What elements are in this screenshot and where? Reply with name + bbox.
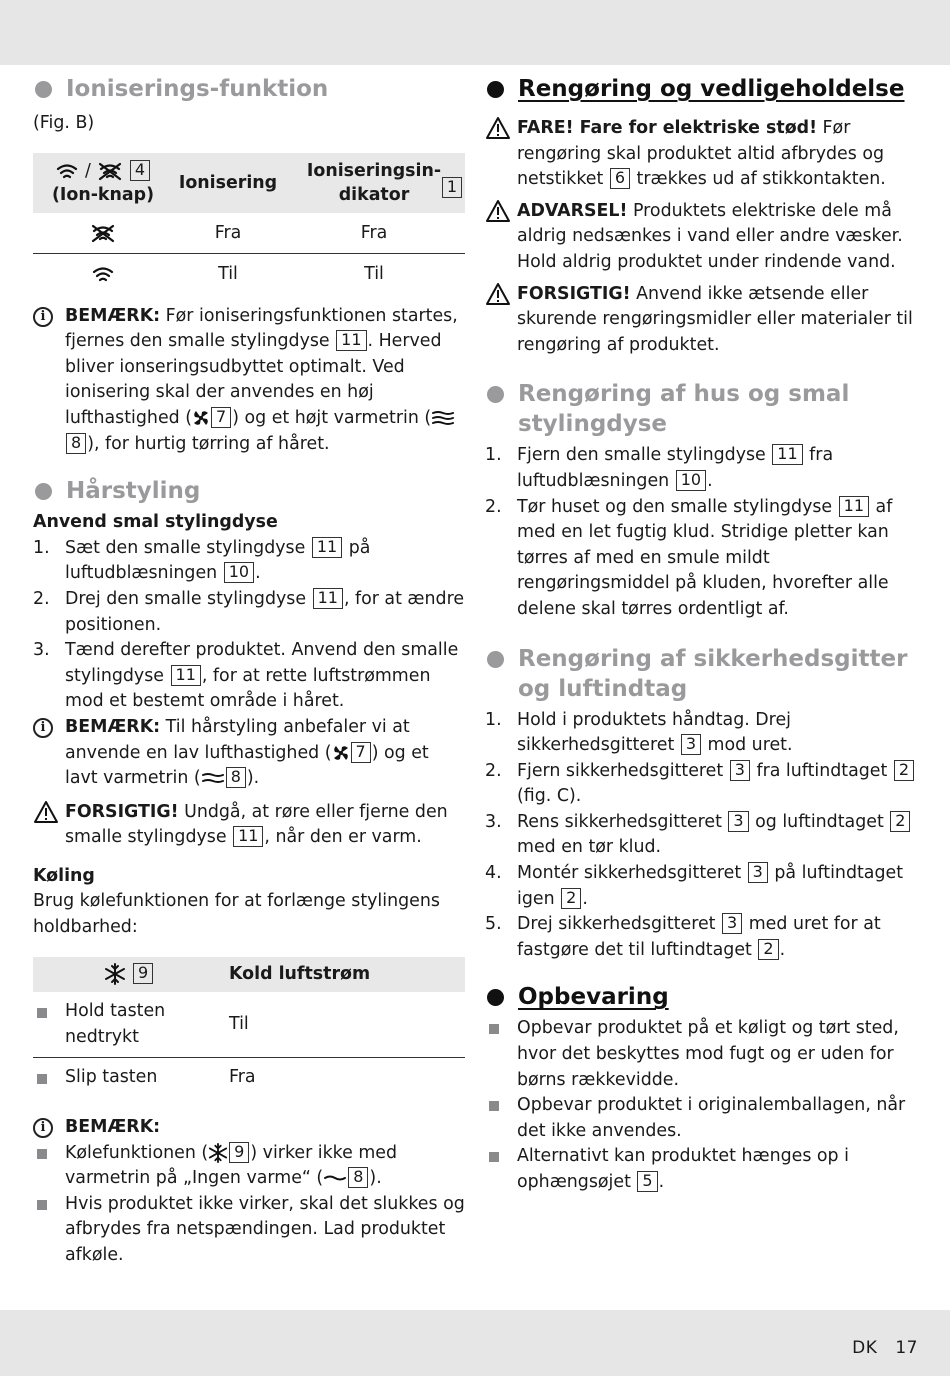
ref-box: 8 xyxy=(226,767,246,788)
danger-label: FARE! Fare for elektriske stød! xyxy=(517,118,818,138)
step-number: 5. xyxy=(485,914,502,935)
table-cell: Fra xyxy=(229,1067,256,1088)
warning-triangle-icon xyxy=(485,116,511,140)
ref-box: 3 xyxy=(730,760,750,781)
ref-box: 2 xyxy=(890,811,910,832)
danger-text: trækkes ud af stikkontakten. xyxy=(631,169,886,190)
note-text: Før ioniseringsfunktionen startes, fjernes den smalle stylingdyse xyxy=(65,305,458,352)
storage-text: Opbevar produktet i originalemballagen, når det ikke anvendes. xyxy=(517,1095,906,1141)
step-number: 2. xyxy=(33,588,50,609)
heading-opbevaring xyxy=(485,982,917,1012)
ref-box: 8 xyxy=(348,1167,368,1188)
note-text: ) virker ikke med varmetrin på „Ingen varme“ ( xyxy=(65,1142,398,1189)
caution-text: , når den er varm. xyxy=(264,827,422,848)
right-column xyxy=(485,72,917,1196)
ref-box: 11 xyxy=(313,588,343,609)
list-item xyxy=(33,1192,465,1269)
step-text: . xyxy=(582,888,588,909)
fig-ref: (Fig. B) xyxy=(33,113,95,133)
subheading-koling: Køling xyxy=(33,865,95,886)
top-band xyxy=(0,0,950,65)
warning-triangle-icon xyxy=(485,282,511,306)
info-icon: i xyxy=(33,307,53,327)
bottom-band xyxy=(0,1310,950,1376)
step-text: med en tør klud. xyxy=(517,837,662,858)
storage-text: . xyxy=(658,1172,665,1192)
table-row xyxy=(33,992,465,1058)
ref-box: 2 xyxy=(894,760,914,781)
heading-hus: Rengøring af hus og smal stylingdyse xyxy=(485,379,917,439)
table-cell: Til xyxy=(225,992,465,1058)
ion-table-header xyxy=(33,153,465,213)
warning-water xyxy=(485,199,917,276)
step-text: Tør huset og den smalle stylingdyse xyxy=(517,496,838,517)
hair-steps xyxy=(33,536,465,715)
list-item xyxy=(33,536,465,587)
snowflake-icon xyxy=(104,963,126,985)
cool-header-col2: Kold luftstrøm xyxy=(225,957,465,993)
list-item xyxy=(485,495,917,623)
step-number: 3. xyxy=(485,811,502,832)
list-item xyxy=(485,810,917,861)
note-label: BEMÆRK: xyxy=(65,716,161,737)
heading-ionisering: Ioniserings-funktion xyxy=(33,74,465,104)
list-item xyxy=(485,912,917,963)
table-row xyxy=(33,213,465,254)
step-number: 2. xyxy=(485,496,502,517)
house-steps xyxy=(485,443,917,622)
ion-off-icon xyxy=(90,223,116,243)
heading-rengoring xyxy=(485,74,917,104)
step-text: fra luftudblæsningen xyxy=(517,445,834,491)
step-text: på luftudblæsningen xyxy=(65,537,371,584)
info-icon: i xyxy=(33,1118,53,1138)
indicator-line1: Ioniseringsin- xyxy=(306,160,442,181)
table-cell: Fra xyxy=(173,213,283,254)
note-ionisering xyxy=(33,304,465,458)
caution-label: FORSIGTIG! xyxy=(517,283,631,304)
table-cell xyxy=(33,1058,225,1098)
fan-icon xyxy=(192,409,210,427)
step-text: . xyxy=(255,563,261,584)
ref-box: 3 xyxy=(681,734,701,755)
step-text: af med en let fugtig klud. Stridige pletter kan tørres af med en smule mildt rengøringsmiddel på kluden, hvorefter alle delene skal tørres ordentligt af. xyxy=(517,496,893,619)
step-text: Sæt den smalle stylingdyse xyxy=(65,537,311,558)
language-code: DK xyxy=(852,1338,878,1358)
storage-items xyxy=(485,1016,917,1195)
danger-electric xyxy=(485,116,917,193)
ref-box: 7 xyxy=(211,407,231,428)
list-item xyxy=(33,638,465,715)
bullet-square xyxy=(37,1008,47,1018)
ion-header-col1 xyxy=(33,153,173,213)
list-item xyxy=(485,708,917,759)
danger-text: Før rengøring skal produktet altid afbrydes og netstikket xyxy=(517,118,884,190)
step-number: 3. xyxy=(33,640,50,661)
step-number: 1. xyxy=(485,709,502,730)
list-item xyxy=(485,861,917,912)
left-column xyxy=(33,72,465,1269)
ref-box: 3 xyxy=(748,862,768,883)
list-item xyxy=(485,443,917,494)
step-text: og luftindtaget xyxy=(749,811,890,832)
step-text: Montér sikkerhedsgitteret xyxy=(517,863,747,884)
ref-box: 1 xyxy=(442,177,462,198)
step-text: Fjern sikkerhedsgitteret xyxy=(517,760,729,781)
step-text: . xyxy=(707,470,713,491)
info-icon: i xyxy=(33,718,53,738)
ref-box: 10 xyxy=(676,470,706,491)
step-text: Drej sikkerhedsgitteret xyxy=(517,914,722,935)
step-number: 1. xyxy=(33,537,50,558)
step-number: 4. xyxy=(485,863,502,884)
table-cell: Til xyxy=(218,263,238,284)
note-label: BEMÆRK: xyxy=(65,305,161,326)
note-text: Hvis produktet ikke virker, skal det slukkes og afbrydes fra netspændingen. Lad produktet afkøle. xyxy=(65,1193,465,1265)
note-text: ) og et lavt varmetrin ( xyxy=(65,742,429,789)
list-item xyxy=(485,1144,917,1195)
list-item xyxy=(485,1016,917,1093)
ref-box: 11 xyxy=(312,537,342,558)
ref-box: 3 xyxy=(722,913,742,934)
low-heat-icon xyxy=(201,771,225,785)
step-text: mod uret. xyxy=(702,735,793,756)
ion-table xyxy=(33,153,465,294)
step-text: med uret for at fastgøre det til luftindtaget xyxy=(517,914,881,960)
indicator-line2: dikator xyxy=(338,184,410,205)
heading-text: Rengøring og vedligeholdelse xyxy=(518,76,905,102)
ref-box: 7 xyxy=(351,742,371,763)
cool-table-header xyxy=(33,957,465,993)
ref-box: 6 xyxy=(610,168,630,189)
note-harstyling xyxy=(33,715,465,792)
step-text: Drej den smalle stylingdyse xyxy=(65,588,312,609)
storage-text: Opbevar produktet på et køligt og tørt sted, hvor det beskyttes mod fugt og er uden for børns rækkevidde. xyxy=(517,1018,899,1090)
ref-box: 2 xyxy=(561,888,581,909)
note-text: ). xyxy=(246,768,260,789)
ref-box: 11 xyxy=(772,444,802,465)
slash: / xyxy=(84,160,91,181)
ref-box: 4 xyxy=(130,160,150,181)
ion-off-cell xyxy=(33,213,173,254)
step-text: , for at ændre positionen. xyxy=(65,588,465,635)
caution-text: Undgå, at røre eller fjerne den smalle stylingdyse xyxy=(65,801,448,848)
cool-action: Hold tasten nedtrykt xyxy=(65,1001,166,1047)
caution-cleaners xyxy=(485,282,917,359)
list-item xyxy=(33,1141,465,1192)
ref-box: 8 xyxy=(66,433,86,454)
warning-triangle-icon xyxy=(485,199,511,223)
warning-triangle-icon xyxy=(33,800,59,824)
heading-text: Opbevaring xyxy=(518,984,669,1011)
note-text: ). xyxy=(369,1168,382,1189)
page-number: 17 xyxy=(895,1338,918,1358)
no-heat-icon xyxy=(323,1173,347,1183)
step-text: på luftindtaget igen xyxy=(517,863,904,909)
ref-box: 5 xyxy=(637,1171,657,1192)
table-cell xyxy=(33,992,225,1058)
caution-hot-nozzle xyxy=(33,800,465,851)
storage-text: Alternativt kan produktet hænges op i ophængsøjet xyxy=(517,1146,849,1192)
list-item xyxy=(485,759,917,810)
ref-box: 11 xyxy=(336,330,366,351)
note-koling-items xyxy=(33,1141,465,1269)
warning-text: Produktets elektriske dele må aldrig nedsænkes i vand eller andre væsker. Hold aldrig produktet under rindende vand. xyxy=(517,200,903,272)
ref-box: 2 xyxy=(758,939,778,960)
note-text: ) og et højt varmetrin ( xyxy=(232,407,432,428)
step-text: Rens sikkerhedsgitteret xyxy=(517,811,728,832)
ref-box: 10 xyxy=(224,562,254,583)
caution-text: Anvend ikke ætsende eller skurende rengøringsmidler eller materialer til rengøring af produktet. xyxy=(517,283,913,355)
list-item xyxy=(485,1093,917,1144)
ref-box: 3 xyxy=(728,811,748,832)
cool-action: Slip tasten xyxy=(65,1067,158,1088)
step-number: 1. xyxy=(485,445,502,466)
note-text: Kølefunktionen ( xyxy=(65,1142,209,1163)
cool-header-col1 xyxy=(33,957,225,993)
note-text: Til hårstyling anbefaler vi at anvende en lav lufthastighed ( xyxy=(65,716,410,763)
step-text: Fjern den smalle stylingdyse xyxy=(517,445,772,466)
grid-steps xyxy=(485,708,917,964)
ion-on-icon xyxy=(55,162,79,180)
heat-icon xyxy=(431,410,455,426)
step-text: , for at rette luftstrømmen mod et bestemt område i håret. xyxy=(65,665,431,712)
step-number: 2. xyxy=(485,760,502,781)
fan-icon xyxy=(332,744,350,762)
ion-header-col3 xyxy=(283,153,465,213)
page-footer xyxy=(852,1336,918,1362)
note-text: ), for hurtig tørring af håret. xyxy=(87,433,330,454)
ion-header-col2: Ionisering xyxy=(173,153,283,213)
step-text: Hold i produktets håndtag. Drej sikkerhedsgitteret xyxy=(517,709,791,756)
table-cell: Fra xyxy=(283,213,465,254)
step-text: (fig. C). xyxy=(517,786,582,807)
cool-table xyxy=(33,957,465,1098)
ion-off-icon xyxy=(97,161,123,181)
ref-box: 11 xyxy=(233,826,263,847)
table-row xyxy=(33,253,465,294)
ion-on-cell xyxy=(33,253,173,294)
note-koling xyxy=(33,1115,465,1141)
ion-on-icon xyxy=(91,265,115,283)
subheading-stylingdyse: Anvend smal stylingdyse xyxy=(33,512,278,533)
bullet-square xyxy=(37,1074,47,1084)
table-row xyxy=(33,1058,465,1098)
ion-button-label: (Ion-knap) xyxy=(51,184,155,205)
step-text: . xyxy=(779,939,786,960)
step-text: fra luftindtaget xyxy=(750,760,893,781)
warning-label: ADVARSEL! xyxy=(517,200,628,221)
cool-text: Brug kølefunktionen for at forlænge stylingens holdbarhed: xyxy=(33,891,440,938)
snowflake-icon xyxy=(208,1143,228,1163)
list-item xyxy=(33,587,465,638)
ref-box: 11 xyxy=(171,665,201,686)
ref-box: 9 xyxy=(133,963,153,984)
caution-label: FORSIGTIG! xyxy=(65,801,179,822)
heading-sikkerhedsgitter: Rengøring af sikkerhedsgitter og luftindtag xyxy=(485,644,917,704)
note-label: BEMÆRK: xyxy=(65,1117,161,1138)
heading-harstyling: Hårstyling xyxy=(33,476,465,506)
ref-box: 9 xyxy=(229,1142,249,1163)
step-text: Tænd derefter produktet. Anvend den smalle stylingdyse xyxy=(65,640,459,686)
ref-box: 11 xyxy=(839,496,869,517)
table-cell: Til xyxy=(364,263,384,284)
note-text: . Herved bliver ionseringsudbyttet optimalt. Ved ionisering skal der anvendes en høj lufthastighed ( xyxy=(65,331,442,428)
